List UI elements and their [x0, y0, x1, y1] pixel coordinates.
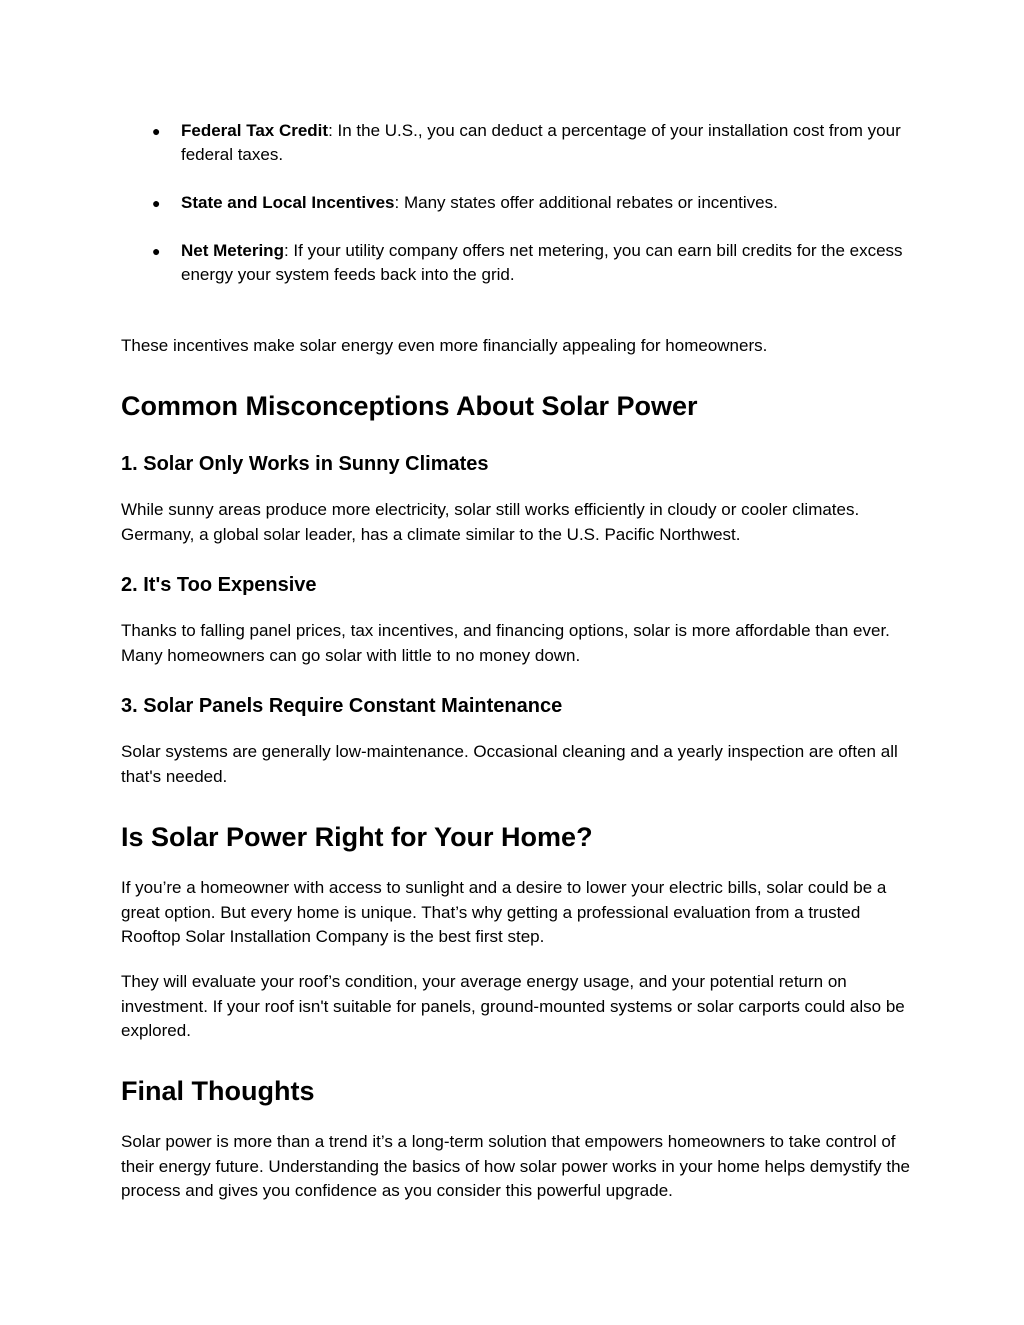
- list-item: [121, 119, 911, 167]
- final-thoughts-heading: Final Thoughts: [121, 1076, 315, 1106]
- right-for-home-paragraph-2: They will evaluate your roof’s condition, your average energy usage, and your potential return on investment. If your roof isn't suitable for panels, ground-mounted systems or solar carports could also be explored.: [121, 972, 905, 1040]
- bullet-term: State and Local Incentives: [181, 193, 395, 212]
- right-for-home-paragraph-1: If you’re a homeowner with access to sunlight and a desire to lower your electric bills, solar could be a great option. But every home is unique. That’s why getting a professional evaluation from a trusted Rooftop Solar Installation Company is the best first step.: [121, 878, 887, 946]
- misconceptions-heading: Common Misconceptions About Solar Power: [121, 391, 698, 421]
- bullet-text: : If your utility company offers net metering, you can earn bill credits for the excess energy your system feeds back into the grid.: [181, 241, 903, 284]
- bullet-text: : In the U.S., you can deduct a percentage of your installation cost from your federal taxes.: [181, 121, 901, 164]
- bullet-icon: ●: [152, 123, 161, 139]
- bullet-icon: ●: [152, 243, 161, 259]
- incentives-summary: These incentives make solar energy even more financially appealing for homeowners.: [121, 336, 768, 355]
- list-item: [121, 239, 911, 287]
- bullet-text: : Many states offer additional rebates or incentives.: [394, 193, 778, 212]
- misconception-3-body: Solar systems are generally low-maintenance. Occasional cleaning and a yearly inspection are often all that's needed.: [121, 742, 898, 786]
- incentives-list: [121, 119, 911, 311]
- final-thoughts-paragraph: Solar power is more than a trend it’s a long-term solution that empowers homeowners to take control of their energy future. Understanding the basics of how solar power works in your home helps demystify the process and gives you confidence as you consider this powerful upgrade.: [121, 1132, 911, 1200]
- misconception-2-body: Thanks to falling panel prices, tax incentives, and financing options, solar is more affordable than ever. Many homeowners can go solar with little to no money down.: [121, 621, 890, 665]
- misconception-2-title: 2. It's Too Expensive: [121, 574, 317, 596]
- list-item: [121, 191, 911, 215]
- misconception-1-body: While sunny areas produce more electricity, solar still works efficiently in cloudy or cooler climates. Germany, a global solar leader, has a climate similar to the U.S. Pacific Northwest.: [121, 500, 860, 544]
- bullet-icon: ●: [152, 195, 161, 211]
- right-for-home-heading: Is Solar Power Right for Your Home?: [121, 822, 593, 852]
- misconception-1-title: 1. Solar Only Works in Sunny Climates: [121, 453, 489, 475]
- bullet-term: Federal Tax Credit: [181, 121, 329, 140]
- misconception-3-title: 3. Solar Panels Require Constant Maintenance: [121, 695, 563, 717]
- bullet-term: Net Metering: [181, 241, 284, 260]
